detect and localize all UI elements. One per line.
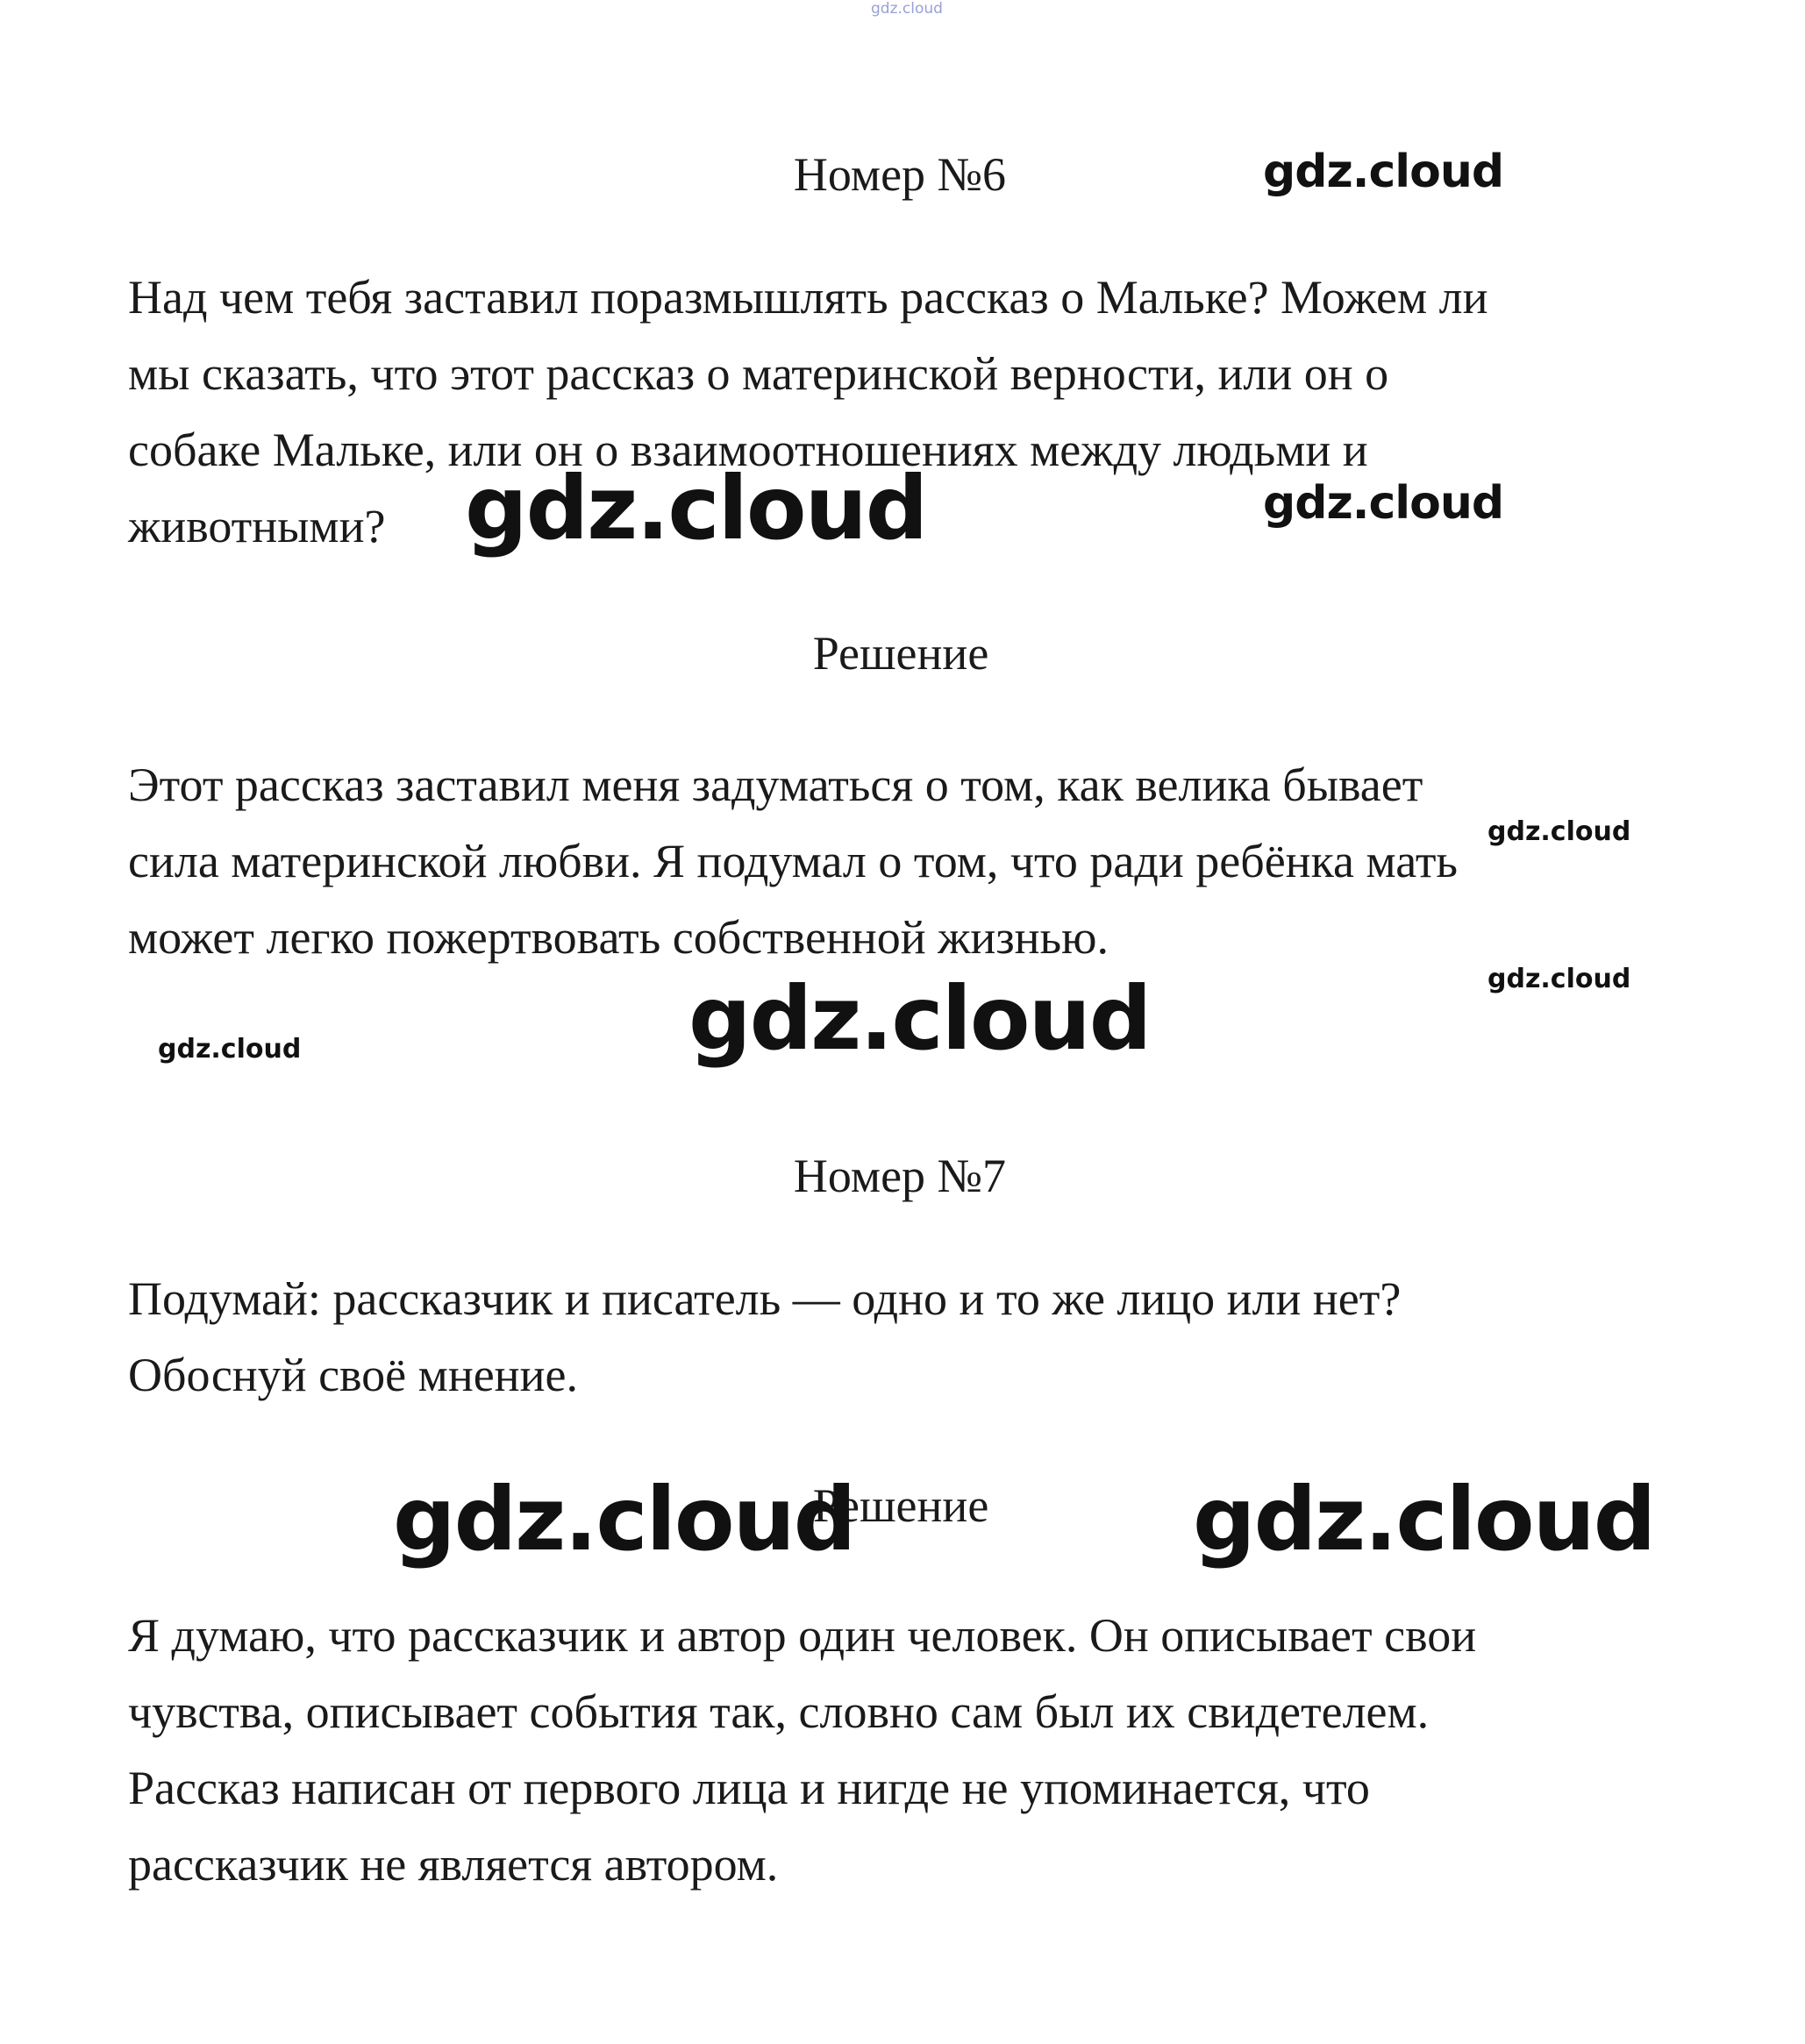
watermark: gdz.cloud bbox=[1263, 477, 1504, 530]
task7-answer-line: Рассказ написан от первого лица и нигде не упоминается, что bbox=[128, 1762, 1370, 1814]
task7-question bbox=[128, 1261, 1672, 1414]
task6-title: Номер №6 bbox=[793, 148, 1007, 201]
task7-answer bbox=[128, 1598, 1672, 1903]
watermark: gdz.cloud bbox=[688, 967, 1151, 1070]
task6-answer-line: может легко пожертвовать собственной жизнью. bbox=[128, 911, 1109, 964]
task6-question-line: животными? bbox=[128, 500, 386, 552]
watermark: gdz.cloud bbox=[1488, 816, 1631, 847]
task6-question-line: Над чем тебя заставил поразмышлять рассказ о Мальке? Можем ли bbox=[128, 271, 1488, 324]
watermark: gdz.cloud bbox=[1263, 146, 1504, 198]
task6-question-line: мы сказать, что этот рассказ о материнской верности, или он о bbox=[128, 347, 1389, 400]
task6-question-line: собаке Мальке, или он о взаимоотношениях между людьми и bbox=[128, 424, 1368, 476]
watermark: gdz.cloud bbox=[465, 457, 927, 559]
task7-question-line: Обоснуй своё мнение. bbox=[128, 1349, 578, 1401]
task7-answer-line: рассказчик не является автором. bbox=[128, 1838, 779, 1891]
task6-answer-line: сила материнской любви. Я подумал о том, что ради ребёнка мать bbox=[128, 835, 1459, 887]
task7-question-line: Подумай: рассказчик и писатель — одно и то же лицо или нет? bbox=[128, 1272, 1402, 1325]
task7-answer-line: Я думаю, что рассказчик и автор один человек. Он описывает свои bbox=[128, 1609, 1477, 1662]
task6-answer-line: Этот рассказ заставил меня задуматься о том, как велика бывает bbox=[128, 758, 1423, 811]
task7-title: Номер №7 bbox=[793, 1150, 1007, 1202]
watermark: gdz.cloud bbox=[393, 1468, 855, 1570]
task6-solution-label: Решение bbox=[812, 627, 989, 680]
watermark: gdz.cloud bbox=[158, 1034, 302, 1065]
task6-answer bbox=[128, 747, 1672, 976]
watermark: gdz.cloud bbox=[1193, 1468, 1655, 1570]
task7-solution-label: Решение bbox=[812, 1479, 989, 1532]
task7-answer-line: чувства, описывает события так, словно сам был их свидетелем. bbox=[128, 1685, 1430, 1738]
watermark: gdz.cloud bbox=[1488, 964, 1631, 994]
watermark: gdz.cloud bbox=[871, 0, 943, 18]
